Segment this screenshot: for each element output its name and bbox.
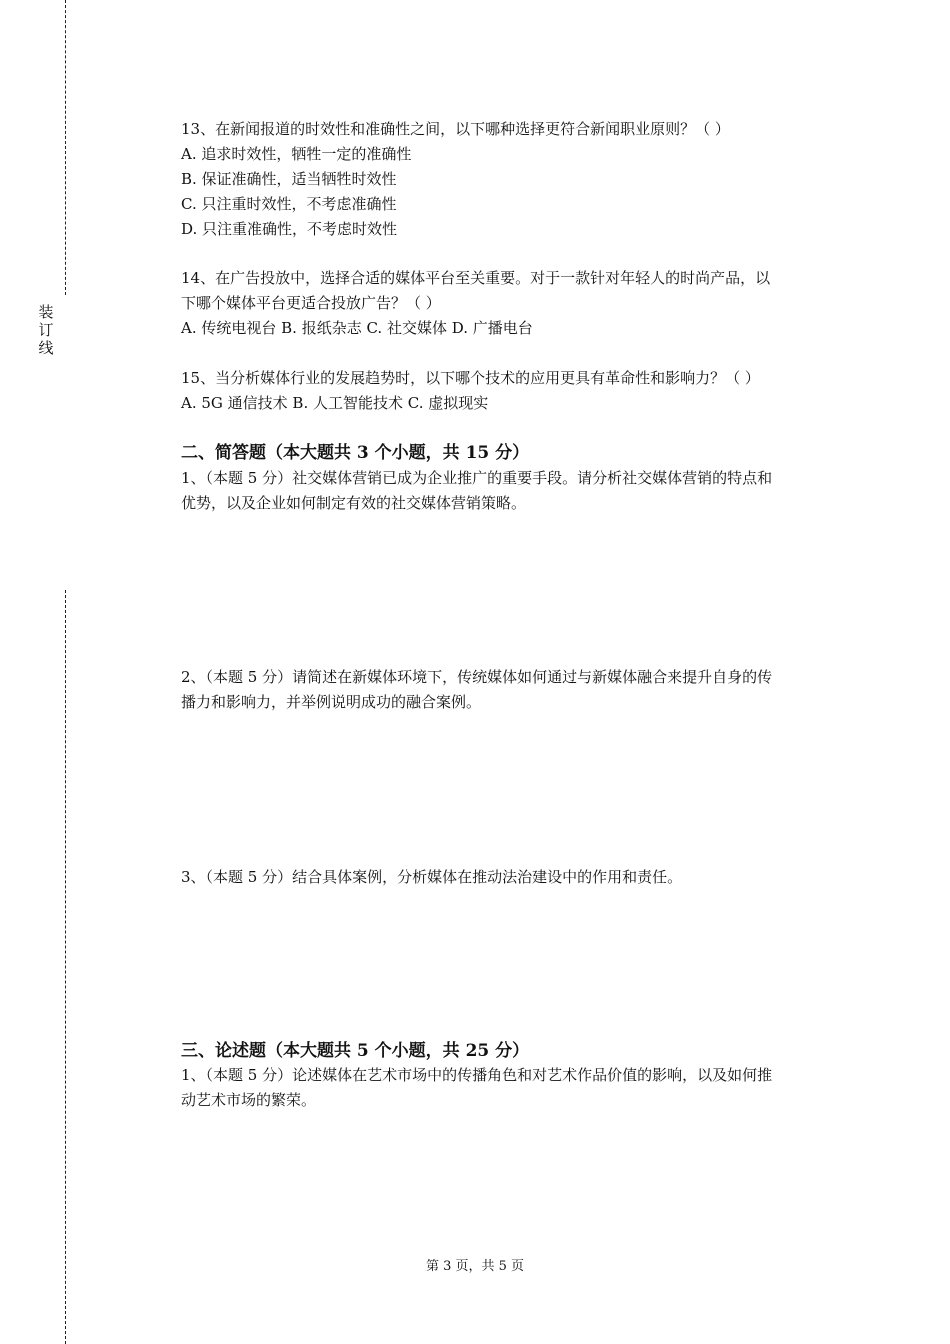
binding-label bbox=[36, 303, 56, 357]
question-text: 3、（本题 5 分）结合具体案例，分析媒体在推动法治建设中的作用和责任。 bbox=[181, 868, 683, 886]
question-stem: 15、当分析媒体行业的发展趋势时，以下哪个技术的应用更具有革命性和影响力？（ ） bbox=[181, 369, 760, 387]
short-answer-1 bbox=[181, 466, 841, 516]
question-stem-cont: 下哪个媒体平台更适合投放广告？（ ） bbox=[181, 294, 441, 312]
question-text: 1、（本题 5 分）论述媒体在艺术市场中的传播角色和对艺术作品价值的影响，以及如何推 bbox=[181, 1066, 773, 1084]
question-stem: 13、在新闻报道的时效性和准确性之间，以下哪种选择更符合新闻职业原则？（ ） bbox=[181, 120, 730, 138]
question-14 bbox=[181, 266, 841, 341]
options-line: A. 5G 通信技术 B. 人工智能技术 C. 虚拟现实 bbox=[181, 394, 489, 412]
section-2-heading: 二、简答题（本大题共 3 个小题，共 15 分） bbox=[181, 443, 530, 463]
options-line: A. 传统电视台 B. 报纸杂志 C. 社交媒体 D. 广播电台 bbox=[181, 319, 533, 337]
question-text-cont: 动艺术市场的繁荣。 bbox=[181, 1091, 317, 1109]
section-3-heading: 三、论述题（本大题共 5 个小题，共 25 分） bbox=[181, 1041, 530, 1061]
binding-label-char: 装 bbox=[38, 303, 54, 321]
option-c: C. 只注重时效性，不考虑准确性 bbox=[181, 195, 397, 213]
option-d: D. 只注重准确性，不考虑时效性 bbox=[181, 220, 398, 238]
binding-label-char: 订 bbox=[38, 321, 54, 339]
option-b: B. 保证准确性，适当牺牲时效性 bbox=[181, 170, 397, 188]
question-15 bbox=[181, 366, 841, 416]
binding-dashed-line-top bbox=[65, 0, 66, 295]
question-text-cont: 播力和影响力，并举例说明成功的融合案例。 bbox=[181, 693, 482, 711]
question-text-cont: 优势，以及企业如何制定有效的社交媒体营销策略。 bbox=[181, 494, 527, 512]
question-text: 1、（本题 5 分）社交媒体营销已成为企业推广的重要手段。请分析社交媒体营销的特点和 bbox=[181, 469, 773, 487]
short-answer-3 bbox=[181, 865, 841, 890]
option-a: A. 追求时效性，牺牲一定的准确性 bbox=[181, 145, 412, 163]
question-stem: 14、在广告投放中，选择合适的媒体平台至关重要。对于一款针对年轻人的时尚产品，以 bbox=[181, 269, 771, 287]
question-13 bbox=[181, 117, 841, 242]
question-text: 2、（本题 5 分）请简述在新媒体环境下，传统媒体如何通过与新媒体融合来提升自身的传 bbox=[181, 668, 773, 686]
essay-question-1 bbox=[181, 1063, 841, 1113]
short-answer-2 bbox=[181, 665, 841, 715]
binding-label-char: 线 bbox=[38, 339, 54, 357]
binding-dashed-line-bottom bbox=[65, 590, 66, 1344]
page-footer: 第 3 页，共 5 页 bbox=[425, 1259, 525, 1274]
